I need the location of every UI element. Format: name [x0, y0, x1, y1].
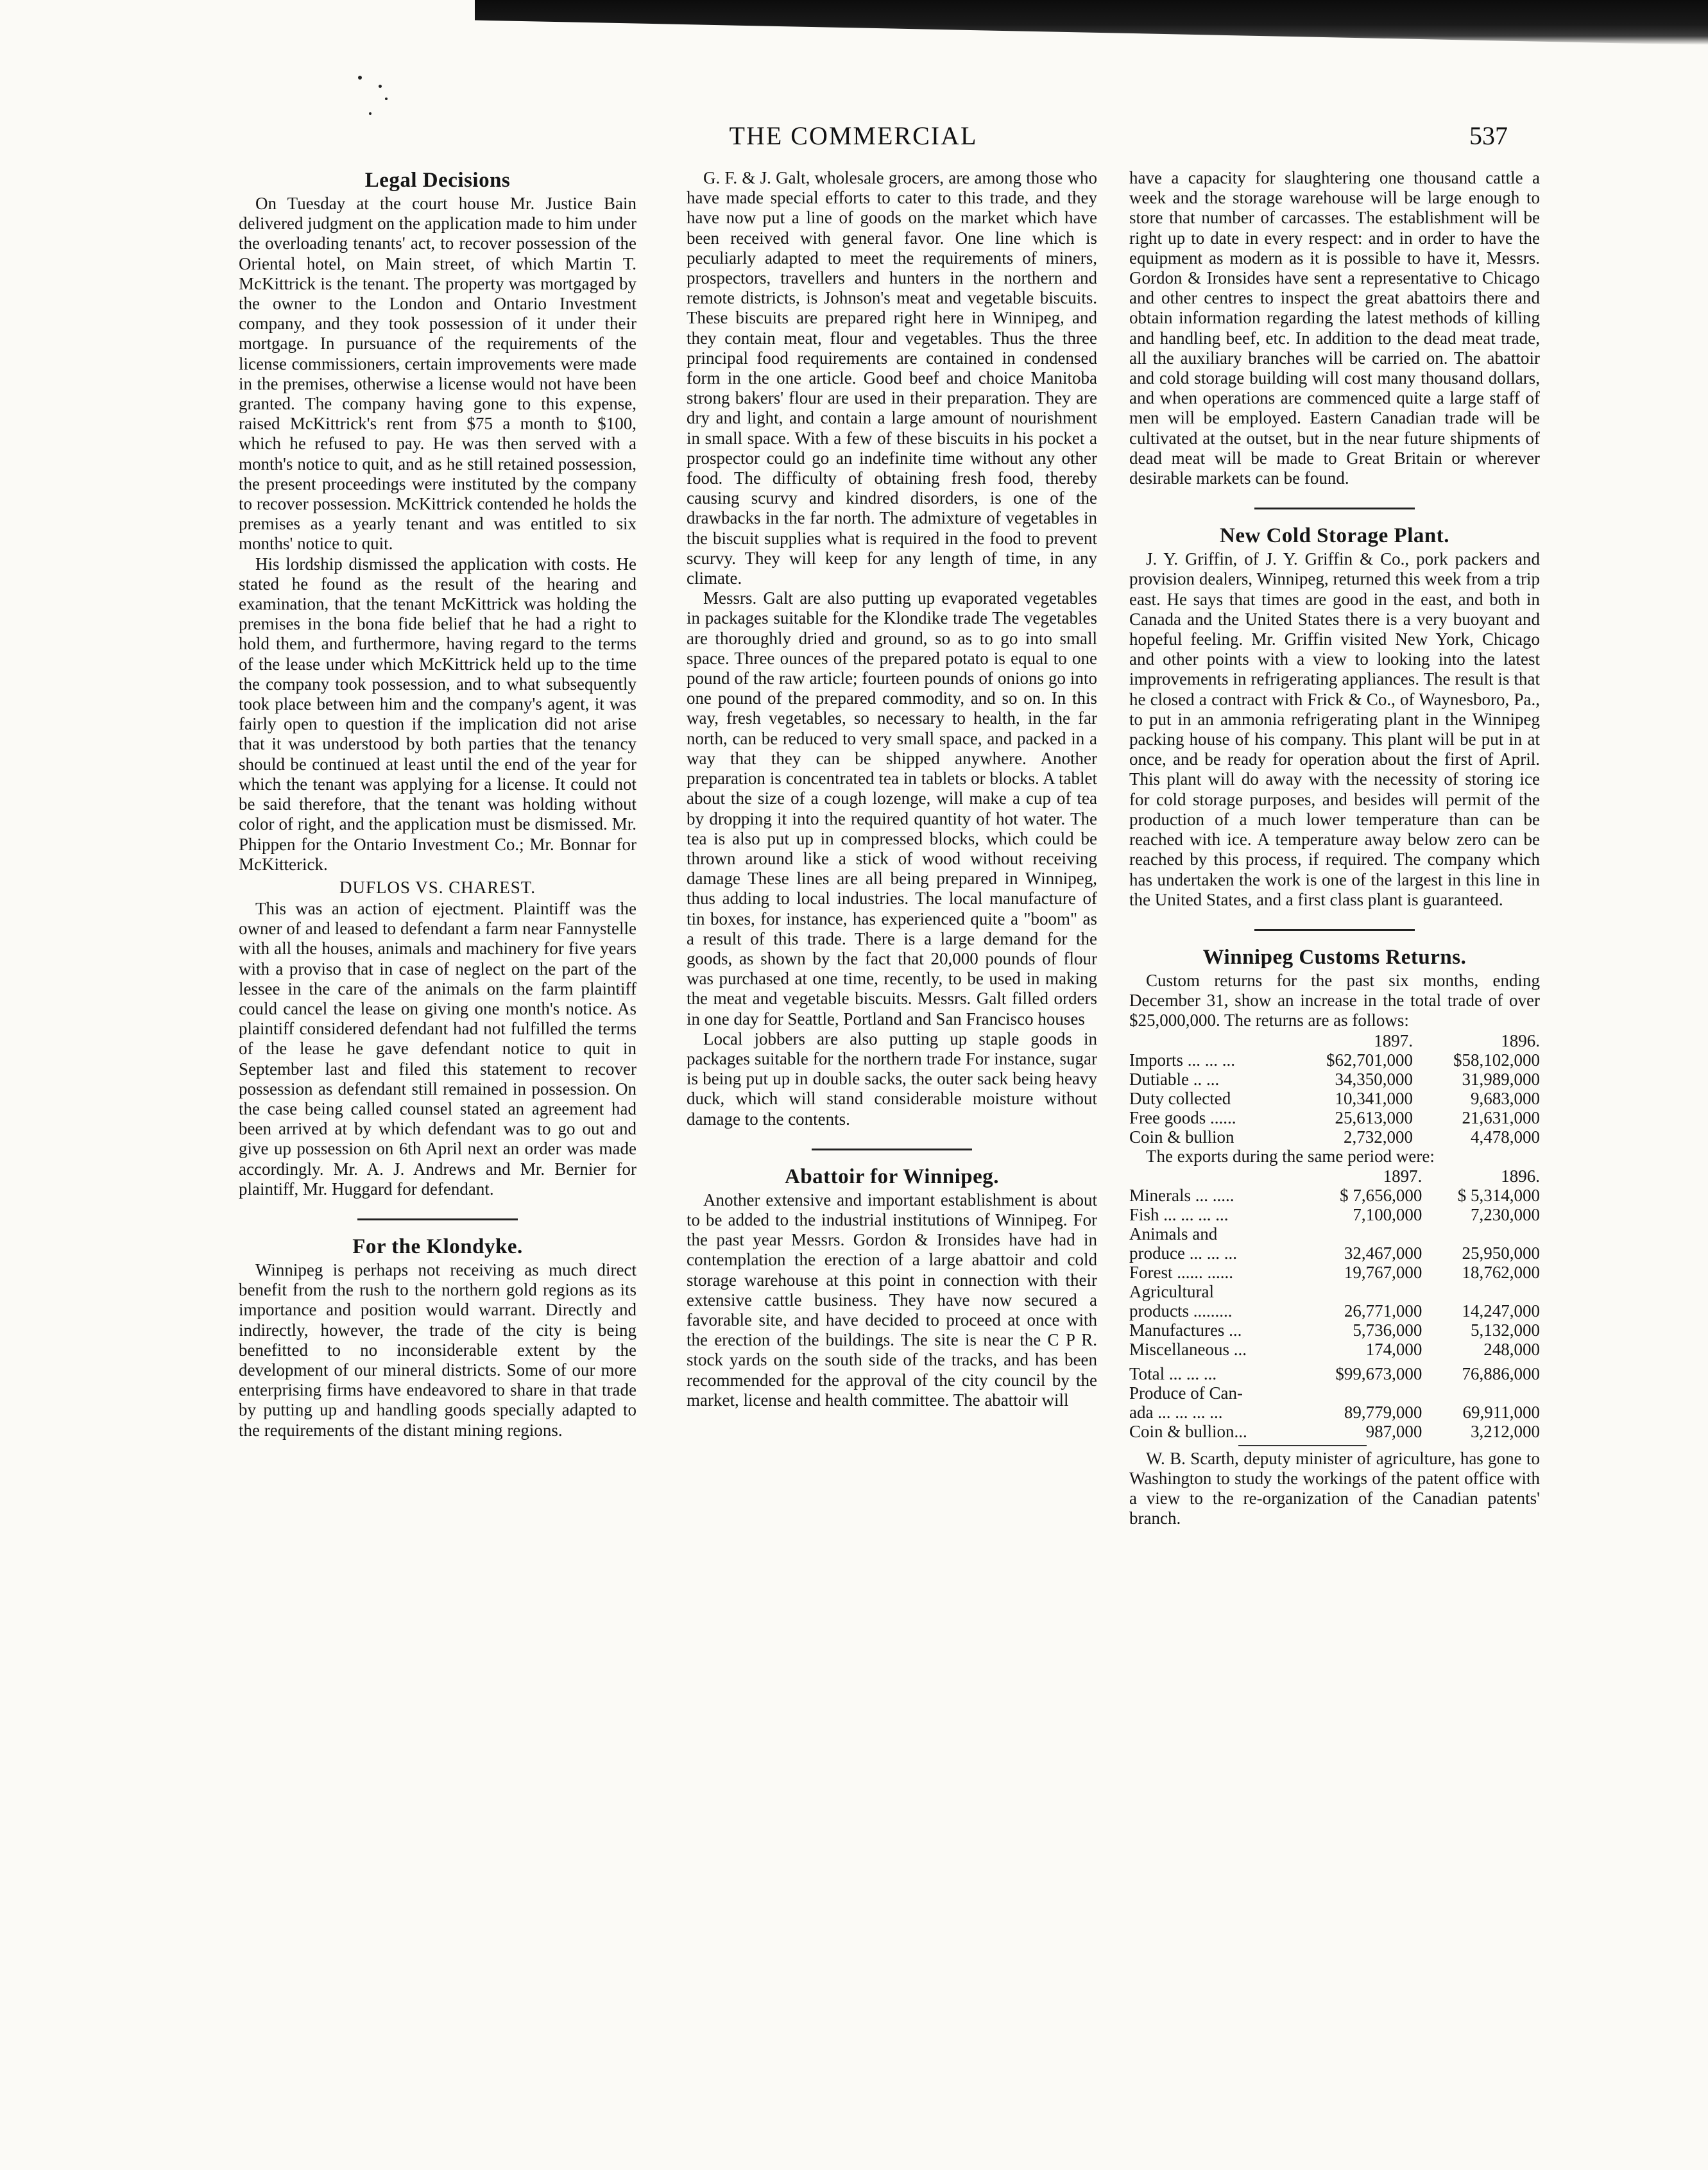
- article-paragraph: This was an action of ejectment. Plaintiff was the owner of and leased to defendant a farm near Fannystelle with all the houses, animals and machinery for five years with a proviso that in case of neglect on the part of the lessee in the care of the animals on the farm plaintiff could cancel the lease on giving one month's notice. As plaintiff considered defendant had not fulfilled the terms of the lease he gave defendant notice to quit in September last and filed this statement to recover possession as defendant still remained in possession. On the case being called counsel stated an agreement had been arrived at by which defendant was to go out and give up possession on 6th April next an order was made accordingly. Mr. A. J. Andrews and Mr. Bernier for plaintiff, Mr. Huggard for defendant.: [239, 898, 636, 1199]
- row-label: Miscellaneous ...: [1129, 1339, 1247, 1359]
- value-1897: 26,771,000: [1344, 1301, 1422, 1320]
- table-row: [1129, 1070, 1540, 1089]
- value-1897: $ 7,656,000: [1340, 1185, 1422, 1205]
- value-1897: 5,736,000: [1353, 1320, 1422, 1340]
- section-rule: [357, 1218, 518, 1220]
- article-paragraph: J. Y. Griffin, of J. Y. Griffin & Co., pork packers and provision dealers, Winnipeg, returned this week from a trip east. He says that times are good in the east, and both in Canada and the United States there is a very buoyant and hopeful feeling. Mr. Griffin visited New York, Chicago and other points with a view to looking into the latest improvements in refrigerating appliances. The result is that he closed a contract with Frick & Co., of Waynesboro, Pa., to put in an ammonia refrigerating plant in the Winnipeg packing house of his company. This plant will be put in at once, and be ready for operation about the first of April. This plant will do away with the necessity of storing ice for cold storage purposes, and besides will permit of the production of a much lower temperature than can be reached with ice. A temperature away below zero can be reached by this process, if required. The company which has undertaken the work is one of the largest in this line in the United States, and a first class plant is guaranteed.: [1129, 549, 1540, 909]
- table-row: [1129, 1050, 1540, 1070]
- column-middle: [687, 168, 1097, 1410]
- value-1897: 987,000: [1365, 1421, 1422, 1441]
- article-paragraph: Winnipeg is perhaps not receiving as much direct benefit from the rush to the northern gold regions as its importance and position would warrant. Directly and indirectly, however, the trade of the city is being benefitted to no inconsiderable extent by the development of our mineral districts. Some of our more enterprising firms have endeavored to share in that trade by putting up and handling goods specially adapted to the requirements of the distant mining regions.: [239, 1260, 636, 1440]
- value-1897: [1298, 1224, 1422, 1243]
- article-heading-for-the-klondyke: For the Klondyke.: [352, 1235, 523, 1258]
- article-heading-new-cold-storage-plant: New Cold Storage Plant.: [1220, 524, 1449, 548]
- value-1897: $99,673,000: [1335, 1363, 1422, 1383]
- row-label: produce ... ... ...: [1129, 1243, 1237, 1263]
- article-paragraph: His lordship dismissed the application with costs. He stated he found as the result of the hearing and examination, that the tenant McKittrick was holding the premises in the bona fide belief that he had a right to hold them, and furthermore, having regard to the terms of the lease under which McKittrick held up to the time the company took possession, and to what subsequently took place between him and the company's agent, it was fairly open to question if the implication did not arise that it was understood by both parties that the tenancy should be continued at least until the end of the year for which the tenant was applying for a license. It could not be said therefore, that the tenant was holding without color of right, and the application must be dismissed. Mr. Phippen for the Ontario Investment Co.; Mr. Bonnar for McKitterick.: [239, 554, 636, 874]
- article-paragraph: W. B. Scarth, deputy minister of agriculture, has gone to Washington to study the workings of the patent office with a view to the re-organization of the Canadian patents' branch.: [1129, 1448, 1540, 1528]
- imports-table: [1129, 1031, 1540, 1147]
- table-header-row: [1129, 1166, 1540, 1186]
- section-rule: [1254, 929, 1415, 931]
- scan-speck: [369, 112, 371, 115]
- table-row: [1129, 1403, 1540, 1422]
- publication-title: THE COMMERCIAL: [729, 121, 978, 150]
- scan-edge-shadow: [475, 0, 1708, 45]
- row-label: Fish ... ... ... ...: [1129, 1204, 1229, 1224]
- value-1896: 76,886,000: [1462, 1363, 1540, 1383]
- value-1896: 31,989,000: [1462, 1069, 1540, 1089]
- row-label: Coin & bullion...: [1129, 1421, 1247, 1441]
- article-heading-winnipeg-customs-returns: Winnipeg Customs Returns.: [1202, 945, 1467, 969]
- row-label: Free goods ......: [1129, 1107, 1236, 1127]
- article-heading-legal-decisions: Legal Decisions: [364, 169, 511, 192]
- value-1896: [1422, 1383, 1540, 1403]
- value-1897: [1298, 1282, 1422, 1301]
- value-1897: 10,341,000: [1335, 1088, 1413, 1108]
- value-1896: $58,102,000: [1453, 1050, 1540, 1070]
- row-label: Forest ...... ......: [1129, 1262, 1233, 1282]
- table-row: [1129, 1243, 1540, 1263]
- section-rule: [812, 1149, 972, 1150]
- row-label: ada ... ... ... ...: [1129, 1402, 1223, 1422]
- table-row: [1129, 1422, 1540, 1441]
- value-1897: 32,467,000: [1344, 1243, 1422, 1263]
- value-1896: 9,683,000: [1471, 1088, 1540, 1108]
- value-1896: 18,762,000: [1462, 1262, 1540, 1282]
- value-1897: 89,779,000: [1344, 1402, 1422, 1422]
- value-1896: 5,132,000: [1471, 1320, 1540, 1340]
- row-label: Manufactures ...: [1129, 1320, 1242, 1340]
- table-row: [1129, 1383, 1540, 1403]
- value-1897: $62,701,000: [1326, 1050, 1413, 1070]
- column-left: [239, 168, 636, 1440]
- section-rule: [1238, 1445, 1367, 1446]
- value-1896: 25,950,000: [1462, 1243, 1540, 1263]
- page-header: [0, 121, 1708, 159]
- article-paragraph: G. F. & J. Galt, wholesale grocers, are among those who have made special efforts to cater to this trade, and they have now put a line of goods on the market which have been received with general favor. One line which is peculiarly adapted to meet the requirements of miners, prospectors, travellers and hunters in the northern and remote districts, is Johnson's meat and vegetable biscuits. These biscuits are prepared right here in Winnipeg, and they contain meat, flour and vegetables. Thus the three principal food requirements are contained in condensed form in the one article. Good beef and choice Manitoba strong bakers' flour are used in their preparation. They are dry and light, and contain a large amount of nourishment in small space. With a few of these biscuits in his pocket a prospector could go an indefinite time without any other food. The difficulty of obtaining fresh food, thereby causing scurvy and kindred disorders, is one of the drawbacks in the far north. The admixture of vegetables in the biscuit supplies what is required in the food to prevent scurvy. They will keep for any length of time, in any climate.: [687, 168, 1097, 588]
- row-label: products .........: [1129, 1301, 1233, 1320]
- table-header-row: [1129, 1031, 1540, 1050]
- scan-speck: [385, 98, 388, 100]
- article-heading-abattoir-for-winnipeg: Abattoir for Winnipeg.: [784, 1165, 1000, 1188]
- value-1897: [1298, 1383, 1422, 1403]
- table-row: [1129, 1282, 1540, 1301]
- table-row: [1129, 1186, 1540, 1205]
- subheading-duflos-vs-charest: DUFLOS VS. CHAREST.: [339, 877, 536, 897]
- scan-speck: [379, 85, 382, 88]
- column-right: [1129, 168, 1540, 1529]
- value-1896: 21,631,000: [1462, 1107, 1540, 1127]
- year-header: 1897.: [1383, 1166, 1422, 1186]
- table-row: [1129, 1263, 1540, 1282]
- table-row: [1129, 1340, 1540, 1359]
- table-row: [1129, 1205, 1540, 1224]
- table-row: [1129, 1127, 1540, 1147]
- year-header: 1896.: [1501, 1166, 1540, 1186]
- article-paragraph: Another extensive and important establishment is about to be added to the industrial institutions of Winnipeg. For the past year Messrs. Gordon & Ironsides have had in contemplation the erection of a large abattoir and cold storage warehouse at this point in connection with their extensive cattle business. They have now secured a favorable site, and have decided to proceed at once with the erection of the buildings. The site is near the C P R. stock yards on the south side of the tracks, and has been recommended for the approval of the city council by the market, license and health committee. The abattoir will: [687, 1190, 1097, 1410]
- table-row: [1129, 1224, 1540, 1243]
- row-label: Imports ... ... ...: [1129, 1050, 1235, 1070]
- value-1896: $ 5,314,000: [1457, 1185, 1540, 1205]
- scan-speck: [358, 76, 362, 80]
- article-paragraph: On Tuesday at the court house Mr. Justice Bain delivered judgment on the application made to him under the overloading tenants' act, to recover possession of the Oriental hotel, on Main street, of which Martin T. McKittrick is the tenant. The property was mortgaged by the owner to the London and Ontario Investment company, and they took possession of it under their mortgage. In pursuance of the requirements of the license commissioners, certain improvements were made in the premises, otherwise a license would not have been granted. The company having gone to this expense, raised McKittrick's rent from $75 a month to $100, which he refused to pay. He was then served with a month's notice to quit, and as he still retained possession, the present proceedings were instituted by the company to recover possession. McKittrick contended he holds the premises as a yearly tenant and was entitled to six months' notice to quit.: [239, 194, 636, 554]
- row-label: Coin & bullion: [1129, 1127, 1234, 1147]
- article-paragraph: Local jobbers are also putting up staple goods in packages suitable for the northern trade For instance, sugar is being put up in double sacks, the outer sack being heavy duck, which will stand considerable moisture without damage to the contents.: [687, 1029, 1097, 1129]
- page-number: 537: [1469, 121, 1508, 150]
- value-1896: 4,478,000: [1471, 1127, 1540, 1147]
- table-row: [1129, 1108, 1540, 1127]
- value-1897: 7,100,000: [1353, 1204, 1422, 1224]
- article-paragraph: have a capacity for slaughtering one thousand cattle a week and the storage warehouse will be large enough to store that number of carcasses. The establishment will be right up to date in every respect: and in order to have the equipment as modern as it is possible to have it, Messrs. Gordon & Ironsides have sent a representative to Chicago and other centres to inspect the great abattoirs there and obtain information regarding the latest methods of killing and handling beef, etc. In addition to the dead meat trade, all the auxiliary branches will be carried on. The abattoir and cold storage building will cost many thousand dollars, and when operations are commenced quite a large staff of men will be employed. Eastern Canadian trade will be cultivated at the outset, but in the near future shipments of dead meat will be made to Great Britain or wherever desirable markets can be found.: [1129, 168, 1540, 488]
- table-row: [1129, 1089, 1540, 1108]
- value-1897: 25,613,000: [1335, 1107, 1413, 1127]
- row-label: Dutiable .. ...: [1129, 1069, 1220, 1089]
- year-header: 1897.: [1374, 1030, 1413, 1050]
- table-row: [1129, 1320, 1540, 1340]
- value-1896: [1422, 1282, 1540, 1301]
- year-header: 1896.: [1501, 1030, 1540, 1050]
- value-1897: 19,767,000: [1344, 1262, 1422, 1282]
- value-1896: 248,000: [1483, 1339, 1540, 1359]
- value-1896: 7,230,000: [1471, 1204, 1540, 1224]
- row-label: Animals and: [1129, 1224, 1218, 1243]
- value-1896: [1422, 1224, 1540, 1243]
- row-label: Total ... ... ...: [1129, 1363, 1217, 1383]
- row-label: Agricultural: [1129, 1281, 1214, 1301]
- value-1896: 3,212,000: [1471, 1421, 1540, 1441]
- article-paragraph: The exports during the same period were:: [1146, 1146, 1435, 1166]
- value-1897: 34,350,000: [1335, 1069, 1413, 1089]
- row-label: Minerals ... .....: [1129, 1185, 1234, 1205]
- row-label: Produce of Can-: [1129, 1383, 1243, 1403]
- table-row: [1129, 1301, 1540, 1320]
- article-paragraph: Messrs. Galt are also putting up evaporated vegetables in packages suitable for the Klondike trade The vegetables are thoroughly dried and ground, so as to go into small space. Three ounces of the prepared potato is equal to one pound of the raw article; fourteen pounds of onions go into one pound of the prepared commodity, and so on. In this way, fresh vegetables, so necessary to health, in the far north, can be reduced to very small space, and packed in a way that they can be shipped anywhere. Another preparation is concentrated tea in tablets or blocks. A tablet about the size of a cough lozenge, will make a cup of tea by dropping it into the required quantity of hot water. The tea is also put up in compressed blocks, which could be thrown around like a stick of wood without receiving damage These lines are all being prepared in Winnipeg, thus adding to local industries. The local manufacture of tin boxes, for instance, has experienced quite a "boom" as a result of this trade. There is a large demand for the goods, as shown by the fact that 20,000 pounds of flour was purchased at one time, recently, to be used in making the meat and vegetable biscuits. Messrs. Galt filled orders in one day for Seattle, Portland and San Francisco houses: [687, 588, 1097, 1029]
- row-label: Duty collected: [1129, 1088, 1231, 1108]
- value-1897: 2,732,000: [1344, 1127, 1413, 1147]
- exports-table: [1129, 1166, 1540, 1441]
- value-1897: 174,000: [1365, 1339, 1422, 1359]
- value-1896: 69,911,000: [1462, 1402, 1540, 1422]
- article-paragraph: Custom returns for the past six months, ending December 31, show an increase in the total trade of over $25,000,000. The returns are as follows:: [1129, 970, 1540, 1030]
- section-rule: [1254, 508, 1415, 509]
- value-1896: 14,247,000: [1462, 1301, 1540, 1320]
- table-total-row: [1129, 1359, 1540, 1383]
